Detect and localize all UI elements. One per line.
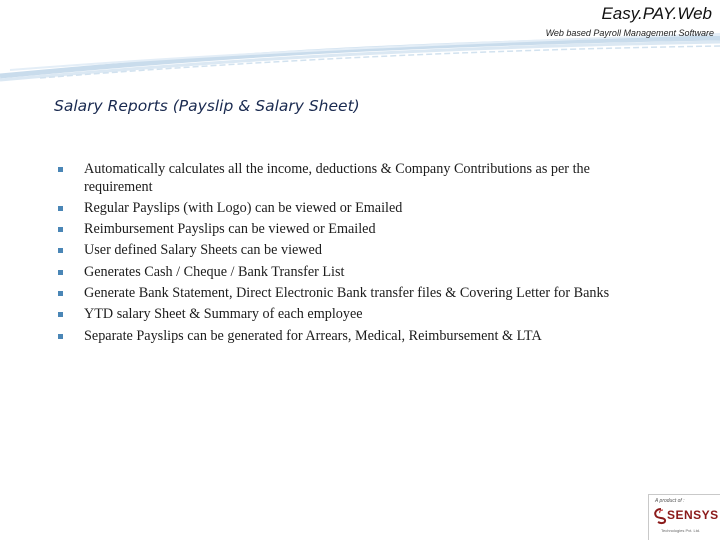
logo-caption: A product of : <box>655 498 685 504</box>
company-logo <box>648 494 720 540</box>
square-bullet-icon <box>58 291 63 296</box>
bullet-item <box>58 306 648 324</box>
bullet-text: User defined Salary Sheets can be viewed <box>84 242 322 259</box>
bullet-item <box>58 221 648 239</box>
slide-title: Salary Reports (Payslip & Salary Sheet) <box>54 97 360 115</box>
brand-title: Easy.PAY.Web <box>601 4 712 23</box>
square-bullet-icon <box>58 206 63 211</box>
bullet-item <box>58 285 648 303</box>
bullet-text: Generates Cash / Cheque / Bank Transfer List <box>84 263 345 280</box>
brand-subtitle: Web based Payroll Management Software <box>545 28 714 38</box>
bullet-item <box>58 328 648 346</box>
square-bullet-icon <box>58 167 63 172</box>
logo-name: SENSYS <box>667 508 719 522</box>
bullet-text: Generate Bank Statement, Direct Electronic Bank transfer files & Covering Letter for Banks <box>84 284 610 301</box>
square-bullet-icon <box>58 270 63 275</box>
bullet-item <box>58 242 648 260</box>
bullet-item <box>58 264 648 282</box>
square-bullet-icon <box>58 334 63 339</box>
square-bullet-icon <box>58 312 63 317</box>
square-bullet-icon <box>58 248 63 253</box>
bullet-item <box>58 161 648 196</box>
bullet-text: Reimbursement Payslips can be viewed or Emailed <box>84 221 376 238</box>
bullet-text: YTD salary Sheet & Summary of each employee <box>84 306 363 323</box>
feature-bullet-list <box>58 161 648 349</box>
bullet-text: Regular Payslips (with Logo) can be viewed or Emailed <box>84 199 403 216</box>
square-bullet-icon <box>58 227 63 232</box>
bullet-text: Automatically calculates all the income, deductions & Company Contributions as per the requirement <box>84 161 590 195</box>
logo-tagline: Technologies Pvt. Ltd. <box>661 528 701 533</box>
bullet-text: Separate Payslips can be generated for Arrears, Medical, Reimbursement & LTA <box>84 327 542 344</box>
bullet-item <box>58 200 648 218</box>
